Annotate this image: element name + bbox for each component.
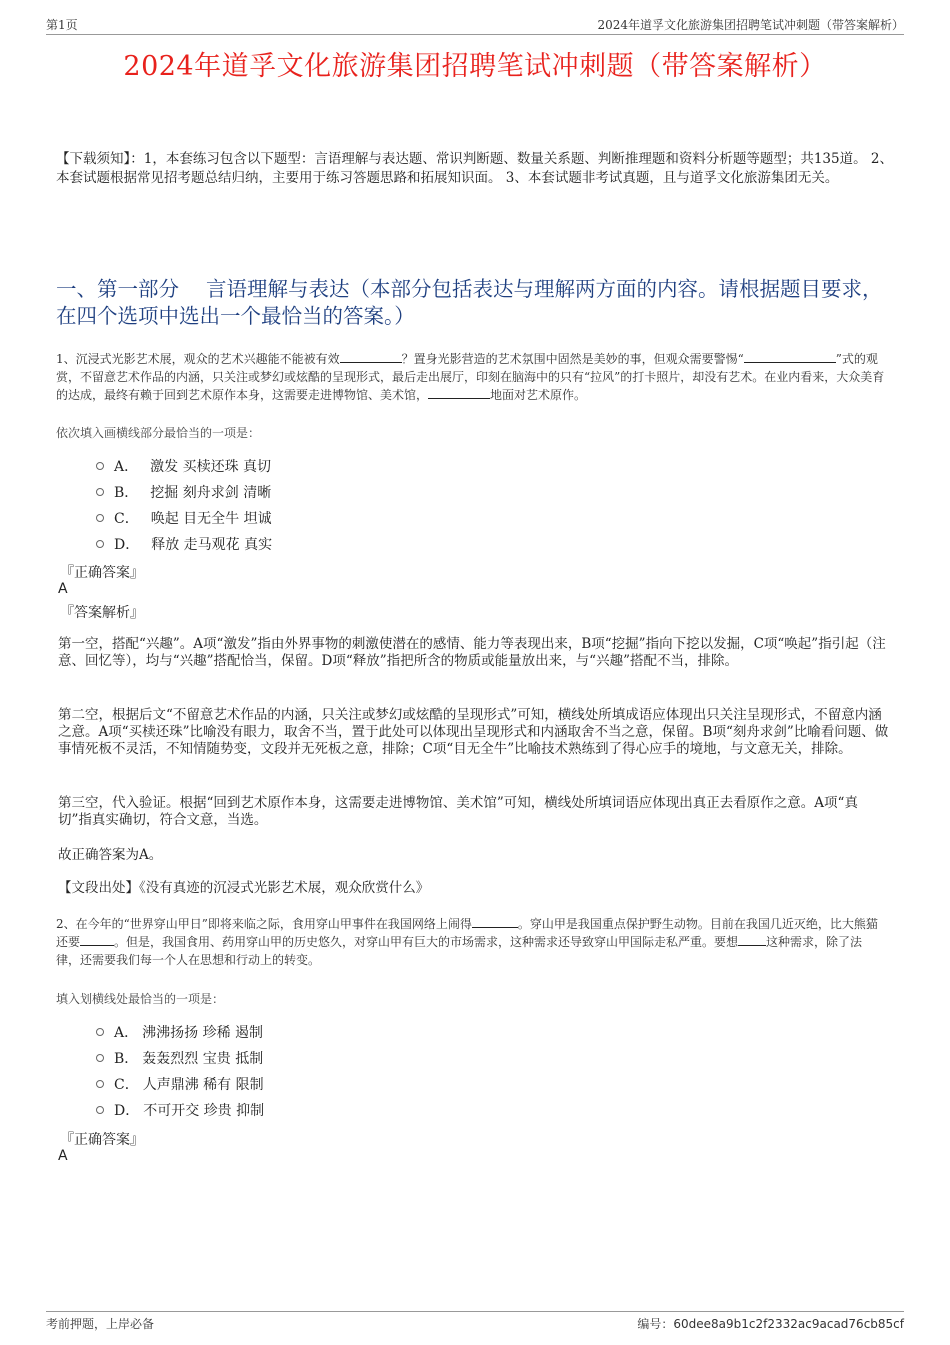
page-footer [46, 1311, 904, 1331]
answer-label: 『正确答案』 [60, 565, 144, 581]
question-1-text: 1、沉浸式光影艺术展，观众的艺术兴趣能不能被有效 ？置身光影营造的艺术氛围中固然是美妙的事，但观众需要警惕“ ”式的观赏，不留意艺术作品的内涵，只关注或梦幻或炫酷的呈现形式，最后走出展厅，印刻在脑海中的只有“拉风”的打卡照片，却没有艺术。在业内看来，大众美育的达成，最终有赖于回到艺术原作本身，这需要走进博物馆、美术馆， 地面对艺术原作。 [56, 352, 885, 402]
option-a[interactable]: A． 激发 买椟还珠 真切 [96, 453, 272, 479]
option-b[interactable]: B． 轰轰烈烈 宝贵 抵制 [96, 1045, 264, 1071]
question-1-options [96, 453, 272, 557]
document-code: 编号：60dee8a9b1c2f2332ac9acad76cb85cf [637, 1317, 904, 1331]
passage-source: 【文段出处】《没有真迹的沉浸式光影艺术展，观众欣赏什么》 [58, 880, 430, 896]
answer-value: A [58, 1148, 68, 1164]
option-c[interactable]: C． 唤起 目无全牛 坦诚 [96, 505, 272, 531]
option-d[interactable]: D． 不可开交 珍贵 抑制 [96, 1097, 264, 1123]
option-d[interactable]: D． 释放 走马观花 真实 [96, 531, 272, 557]
radio-icon[interactable] [96, 1028, 104, 1036]
blank-line [744, 350, 836, 363]
question-2-options [96, 1019, 264, 1123]
analysis-conclusion: 故正确答案为A。 [58, 847, 163, 863]
radio-icon[interactable] [96, 1080, 104, 1088]
page-title: 2024年道孚文化旅游集团招聘笔试冲刺题（带答案解析） [123, 51, 827, 82]
analysis-paragraph-3: 第三空，代入验证。根据“回到艺术原作本身，这需要走进博物馆、美术馆”可知，横线处所填词语应体现出真正去看原作之意。A项“真切”指真实确切，符合文意，当选。 [58, 795, 858, 828]
radio-icon[interactable] [96, 1054, 104, 1062]
question-2-text: 2、在今年的“世界穿山甲日”即将来临之际，食用穿山甲事件在我国网络上闹得 。穿山甲是我国重点保护野生动物。目前在我国几近灭绝，比大熊猫还要 。但是，我国食用、药用穿山甲的历史悠久，对穿山甲有巨大的市场需求，这种需求还导致穿山甲国际走私严重。要想 这种需求，除了法律，还需要我们每一个人在思想和行动上的转变。 [56, 917, 878, 967]
analysis-label: 『答案解析』 [60, 605, 144, 621]
blank-line [80, 933, 114, 946]
analysis-paragraph-1: 第一空，搭配“兴趣”。A项“激发”指由外界事物的刺激使潜在的感情、能力等表现出来，B项“挖掘”指向下挖以发掘，C项“唤起”指引起（注意、回忆等），均与“兴趣”搭配恰当，保留。D项“释放”指把所含的物质或能量放出来，与“兴趣”搭配不当，排除。 [58, 636, 886, 669]
blank-line [340, 350, 402, 363]
question-2-prompt: 填入划横线处最恰当的一项是： [56, 992, 225, 1006]
option-a[interactable]: A． 沸沸扬扬 珍稀 遏制 [96, 1019, 264, 1045]
blank-line [428, 386, 490, 399]
radio-icon[interactable] [96, 514, 104, 522]
radio-icon[interactable] [96, 462, 104, 470]
answer-value: A [58, 581, 68, 597]
radio-icon[interactable] [96, 540, 104, 548]
header-doc-title: 2024年道孚文化旅游集团招聘笔试冲刺题（带答案解析） [597, 18, 904, 32]
analysis-paragraph-2: 第二空，根据后文“不留意艺术作品的内涵，只关注或梦幻或炫酷的呈现形式”可知，横线处所填成语应体现出只关注呈现形式，不留意内涵之意。A项“买椟还珠”比喻没有眼力，取舍不当，置于此处可以体现出呈现形式和内涵取舍不当之意，保留。B项“刻舟求剑”比喻看问题、做事情死板不灵活，不知情随势变，文段并无死板之意，排除；C项“目无全牛”比喻技术熟练到了得心应手的境地，与文意无关，排除。 [58, 707, 889, 757]
blank-line [472, 915, 518, 928]
option-b[interactable]: B． 挖掘 刻舟求剑 清晰 [96, 479, 272, 505]
answer-label: 『正确答案』 [60, 1132, 144, 1148]
download-notice: 【下载须知】：1，本套练习包含以下题型：言语理解与表达题、常识判断题、数量关系题、判断推理题和资料分析题等题型；共135道。 2、本套试题根据常见招考题总结归纳，主要用于练习答题思路和拓展知识面。 3、本套试题非考试真题，且与道孚文化旅游集团无关。 [56, 151, 893, 186]
footer-slogan: 考前押题，上岸必备 [46, 1317, 155, 1331]
question-1-prompt: 依次填入画横线部分最恰当的一项是： [56, 426, 261, 440]
section-heading: 一、第一部分 言语理解与表达（本部分包括表达与理解两方面的内容。请根据题目要求，在四个选项中选出一个最恰当的答案。） [56, 277, 883, 328]
page-number: 第1页 [46, 18, 78, 32]
radio-icon[interactable] [96, 488, 104, 496]
option-c[interactable]: C． 人声鼎沸 稀有 限制 [96, 1071, 264, 1097]
page-header [46, 14, 904, 35]
blank-line [738, 933, 766, 946]
radio-icon[interactable] [96, 1106, 104, 1114]
